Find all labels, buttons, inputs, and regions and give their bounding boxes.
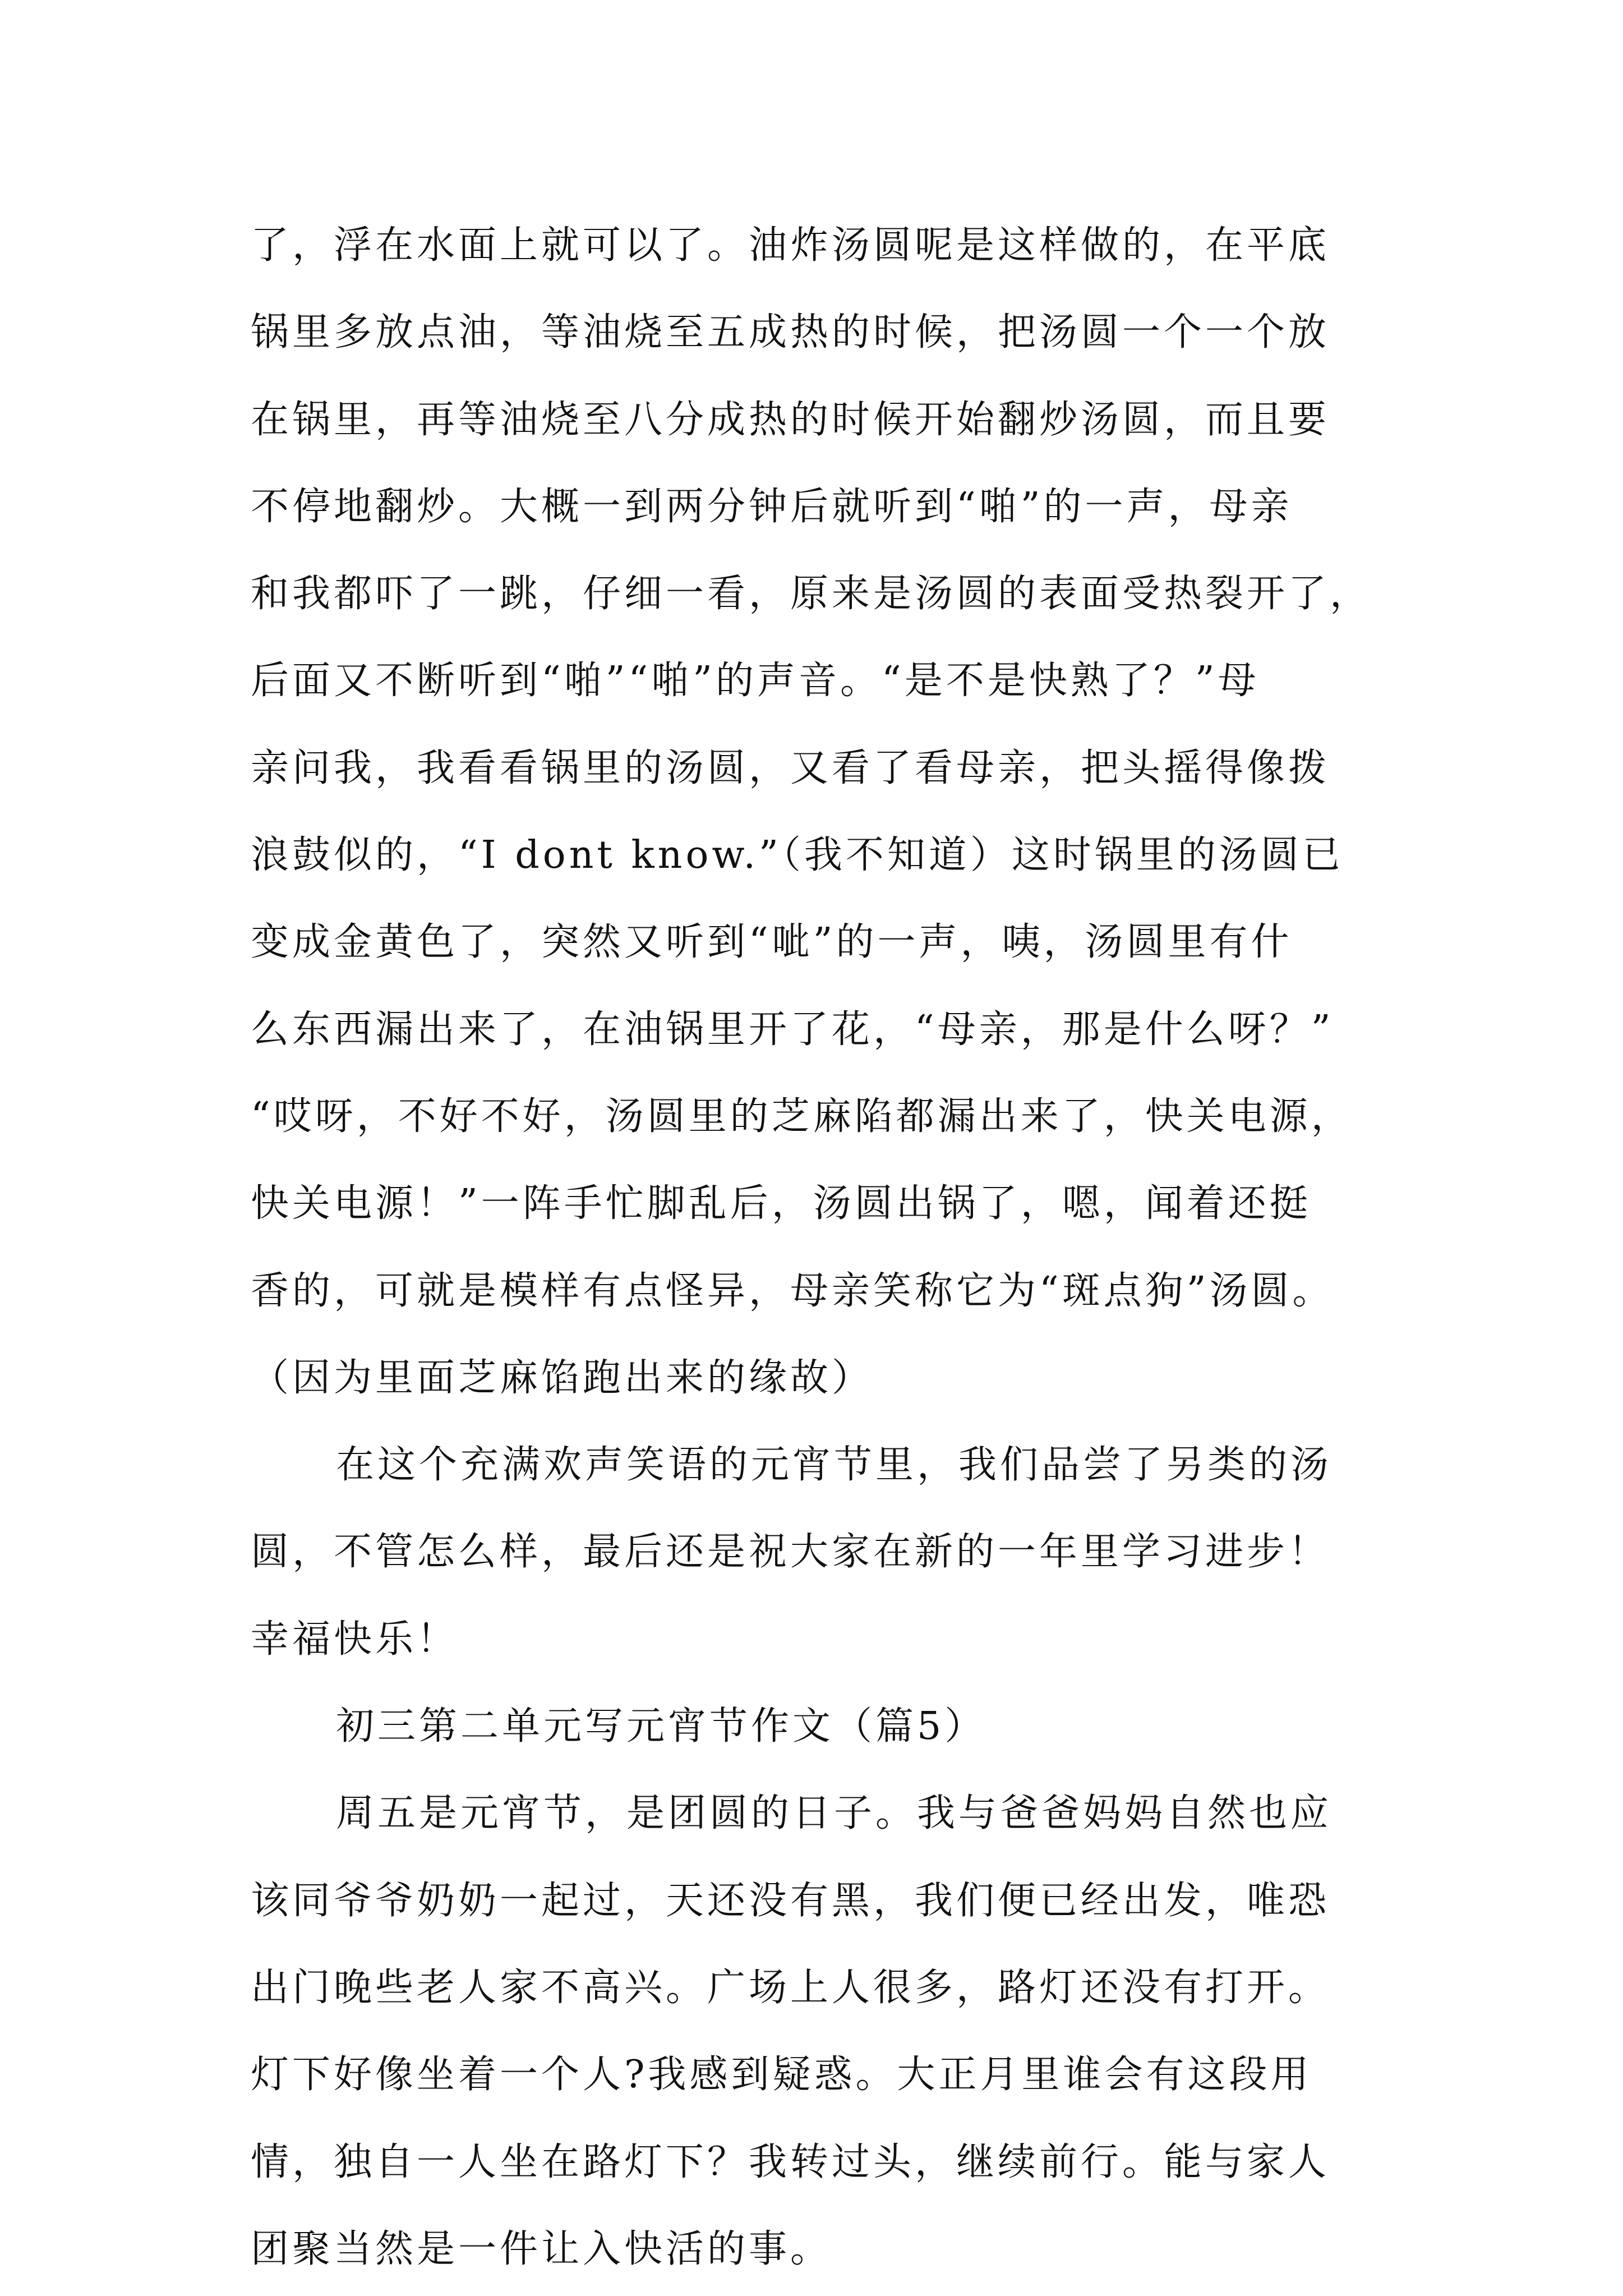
text-line: 圆，不管怎么样，最后还是祝大家在新的一年里学习进步！ — [251, 1530, 1330, 1575]
text-line: 后面又不断听到“啪”“啪”的声音。“是不是快熟了？”母 — [251, 659, 1260, 703]
text-line: 该同爷爷奶奶一起过，天还没有黑，我们便已经出发，唯恐 — [251, 1878, 1330, 1923]
paragraph-start-line: 在这个充满欢声笑语的元宵节里，我们品尝了另类的汤 — [336, 1443, 1332, 1488]
text-line: 和我都吓了一跳，仔细一看，原来是汤圆的表面受热裂开了， — [251, 572, 1372, 616]
paragraph-start-line: 周五是元宵节，是团圆的日子。我与爸爸妈妈自然也应 — [336, 1791, 1332, 1836]
text-line: 了，浮在水面上就可以了。油炸汤圆呢是这样做的，在平底 — [251, 223, 1330, 268]
text-line: 出门晚些老人家不高兴。广场上人很多，路灯还没有打开。 — [251, 1965, 1330, 2010]
text-line: 团聚当然是一件让入快活的事。 — [251, 2226, 832, 2271]
text-line: 香的，可就是模样有点怪异，母亲笑称它为“斑点狗”汤圆。 — [251, 1268, 1334, 1313]
text-line: 锅里多放点油，等油烧至五成热的时候，把汤圆一个一个放 — [251, 310, 1330, 355]
text-line: 快关电源！”一阵手忙脚乱后，汤圆出锅了，嗯，闻着还挺 — [251, 1181, 1311, 1226]
document-page — [251, 202, 1384, 2293]
text-line: 情，独自一人坐在路灯下？我转过头，继续前行。能与家人 — [251, 2139, 1330, 2184]
section-heading: 初三第二单元写元宵节作文（篇5） — [336, 1704, 986, 1749]
text-line: 变成金黄色了，突然又听到“呲”的一声，咦，汤圆里有什 — [251, 920, 1293, 965]
text-line: 不停地翻炒。大概一到两分钟后就听到“啪”的一声，母亲 — [251, 484, 1293, 529]
text-line: 幸福快乐！ — [251, 1617, 459, 1662]
text-line: 灯下好像坐着一个人?我感到疑惑。大正月里谁会有这段用 — [251, 2053, 1312, 2097]
text-line: 么东西漏出来了，在油锅里开了花，“母亲，那是什么呀？” — [251, 1007, 1334, 1052]
text-line: 亲问我，我看看锅里的汤圆，又看了看母亲，把头摇得像拨 — [251, 746, 1330, 790]
text-line: “哎呀，不好不好，汤圆里的芝麻陷都漏出来了，快关电源， — [251, 1094, 1353, 1139]
text-line: 浪鼓似的，“I dont know.”（我不知道）这时锅里的汤圆已 — [251, 833, 1344, 878]
text-line: （因为里面芝麻馅跑出来的缘故） — [251, 1355, 874, 1400]
text-line: 在锅里，再等油烧至八分成热的时候开始翻炒汤圆，而且要 — [251, 397, 1330, 442]
